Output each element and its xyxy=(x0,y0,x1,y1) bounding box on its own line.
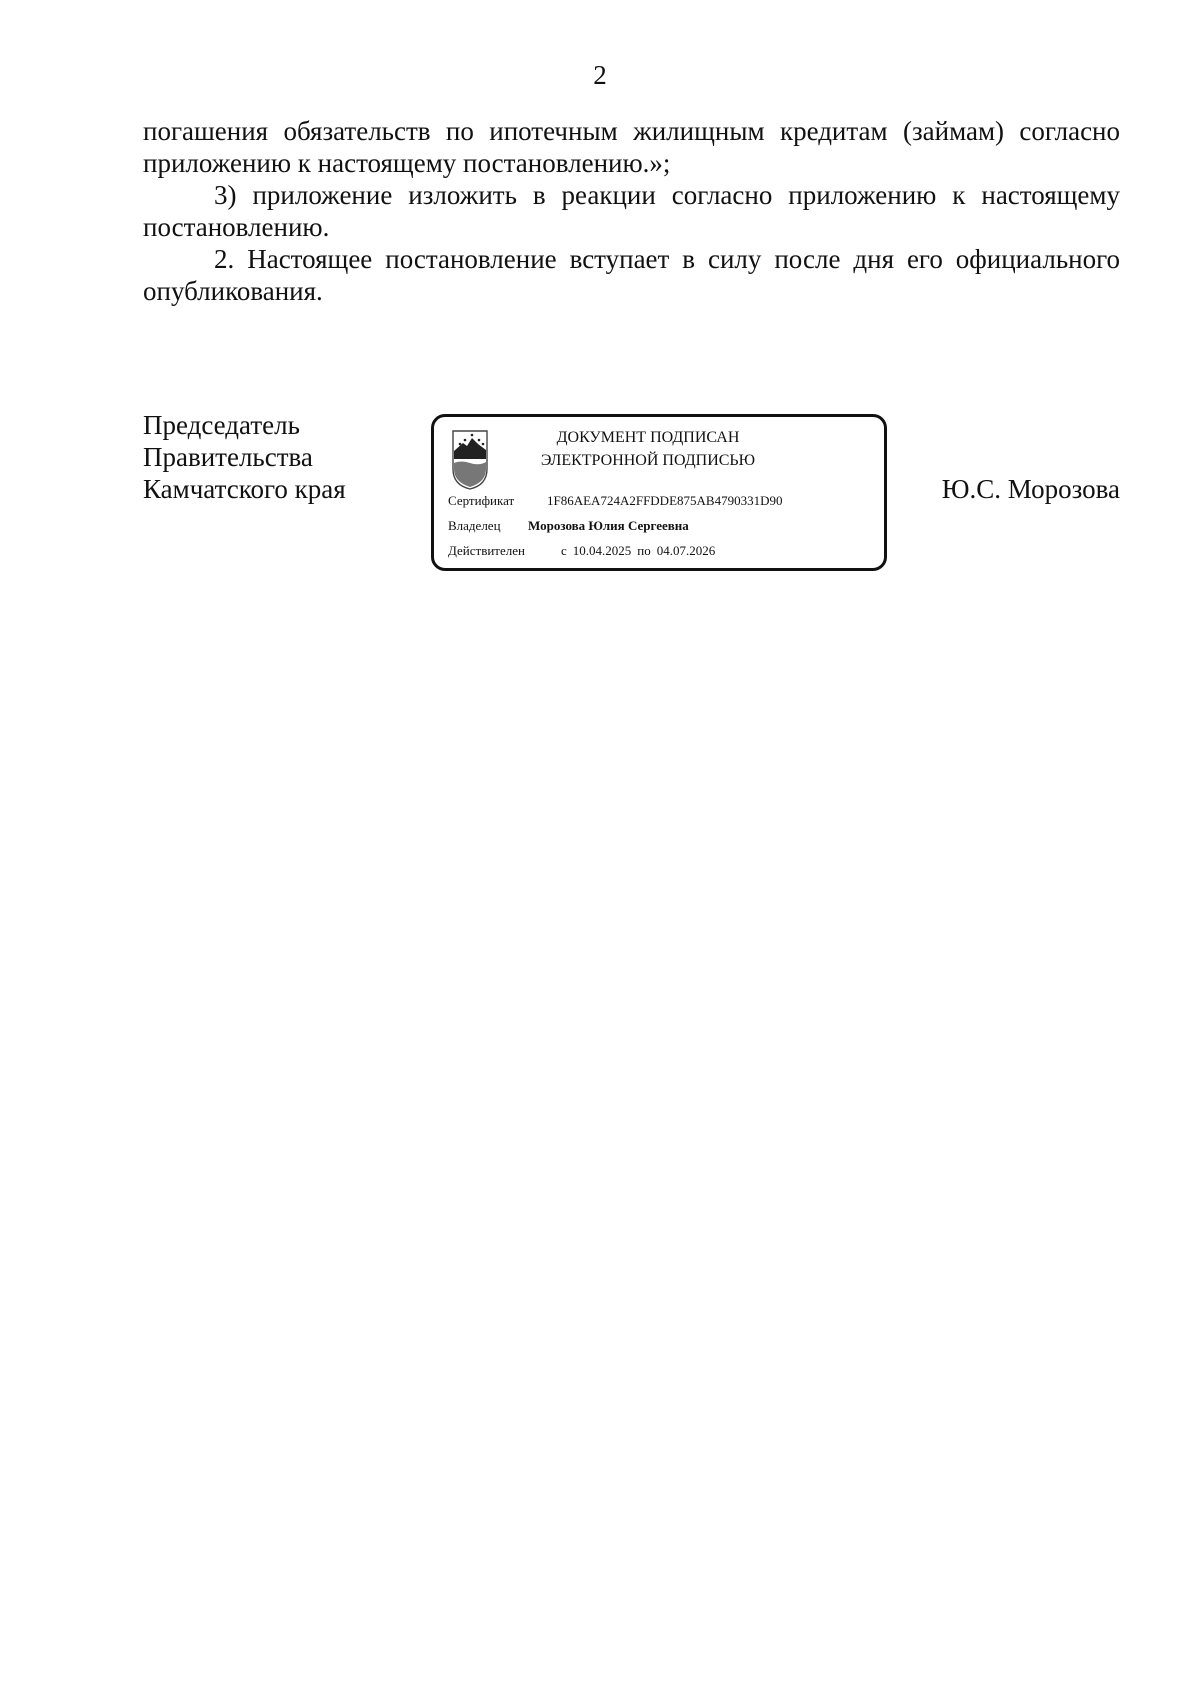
signatory-position-line: Правительства xyxy=(143,442,313,472)
page-number: 2 xyxy=(593,60,607,90)
stamp-validity-row xyxy=(448,543,716,559)
certificate-label: Сертификат xyxy=(448,493,515,508)
signatory-position-line: Камчатского края xyxy=(143,474,346,504)
paragraph-item-2: 2. Настоящее постановление вступает в силу после дня его официального опубликования. xyxy=(143,244,1120,306)
stamp-certificate-row xyxy=(448,493,783,509)
stamp-owner-row xyxy=(448,518,689,534)
owner-label: Владелец xyxy=(448,518,501,533)
stamp-title-line-1: ДОКУМЕНТ ПОДПИСАН xyxy=(556,429,740,446)
validity-label: Действителен xyxy=(448,543,525,558)
signatory-position xyxy=(143,409,346,505)
kamchatka-coat-of-arms-icon xyxy=(451,429,489,491)
paragraph-item-3: 3) приложение изложить в реакции согласно приложению к настоящему постановлению. xyxy=(143,180,1120,242)
validity-from-date: 10.04.2025 xyxy=(572,543,632,558)
paragraph-continuation: погашения обязательств по ипотечным жилищным кредитам (займам) согласно приложению к настоящему постановлению.»; xyxy=(143,116,1120,178)
validity-to-date: 04.07.2026 xyxy=(656,543,716,558)
validity-period xyxy=(561,543,715,559)
signatory-name: Ю.С. Морозова xyxy=(941,474,1120,504)
document-body xyxy=(143,115,1120,307)
certificate-value: 1F86AEA724A2FFDDE875AB4790331D90 xyxy=(547,493,783,508)
owner-value: Морозова Юлия Сергеевна xyxy=(528,518,689,533)
validity-from-prefix: с xyxy=(561,543,567,558)
signatory-position-line: Председатель xyxy=(143,410,300,440)
validity-to-prefix: по xyxy=(637,543,651,558)
stamp-title-line-2: ЭЛЕКТРОННОЙ ПОДПИСЬЮ xyxy=(540,452,756,469)
electronic-signature-stamp xyxy=(431,414,887,571)
